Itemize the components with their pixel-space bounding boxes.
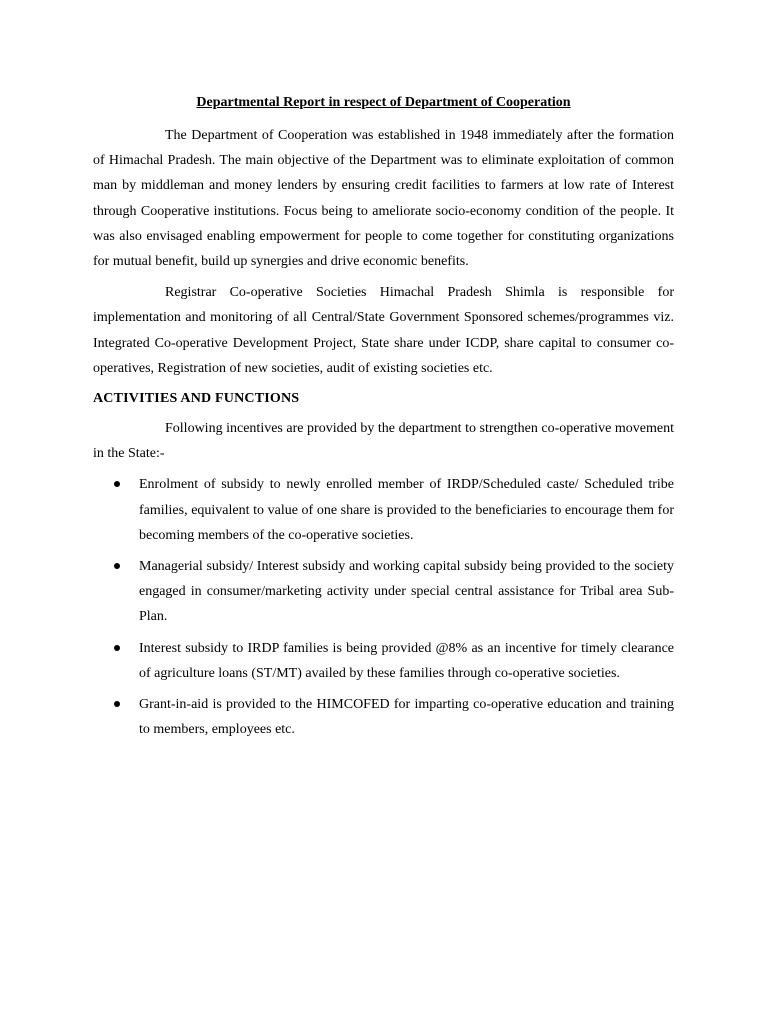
list-item-text: Grant-in-aid is provided to the HIMCOFED for imparting co-operative education and training to members, employees etc. (139, 697, 674, 738)
section-heading: ACTIVITIES AND FUNCTIONS (93, 391, 300, 407)
list-item-text: Managerial subsidy/ Interest subsidy and working capital subsidy being provided to the society engaged in consumer/marketing activity under special central assistance for Tribal area Sub-Plan. (139, 559, 674, 625)
list-item (93, 636, 674, 686)
paragraph-establishment: The Department of Cooperation was established in 1948 immediately after the formation of Himachal Pradesh. The main objective of the Department was to eliminate exploitation of common man by middleman and money lenders by ensuring credit facilities to farmers at low rate of Interest through Cooperative institutions. Focus being to ameliorate socio-economy condition of the people. It was also envisaged enabling empowerment for people to come together for constituting organizations for mutual benefit, build up synergies and drive economic benefits. (93, 128, 674, 270)
bullet-icon (114, 645, 120, 651)
document-title: Departmental Report in respect of Department of Cooperation (196, 95, 571, 110)
list-item (93, 554, 674, 630)
list-item (93, 692, 674, 742)
list-item (93, 472, 674, 548)
list-item-text: Interest subsidy to IRDP families is being provided @8% as an incentive for timely clearance of agriculture loans (ST/MT) availed by these families through co-operative societies. (139, 640, 674, 681)
bullet-icon (114, 481, 120, 487)
bullet-icon (114, 701, 120, 707)
incentives-list (93, 472, 674, 742)
paragraph-registrar: Registrar Co-operative Societies Himachal Pradesh Shimla is responsible for implementation and monitoring of all Central/State Government Sponsored schemes/programmes viz. Integrated Co-operative Development Project, State share under ICDP, share capital to consumer co-operatives, Registration of new societies, audit of existing societies etc. (93, 285, 674, 376)
section-intro: Following incentives are provided by the department to strengthen co-operative movement in the State:- (93, 421, 674, 462)
list-item-text: Enrolment of subsidy to newly enrolled member of IRDP/Scheduled caste/ Scheduled tribe families, equivalent to value of one share is provided to the beneficiaries to encourage them for becoming members of the co-operative societies. (139, 477, 674, 543)
bullet-icon (114, 563, 120, 569)
